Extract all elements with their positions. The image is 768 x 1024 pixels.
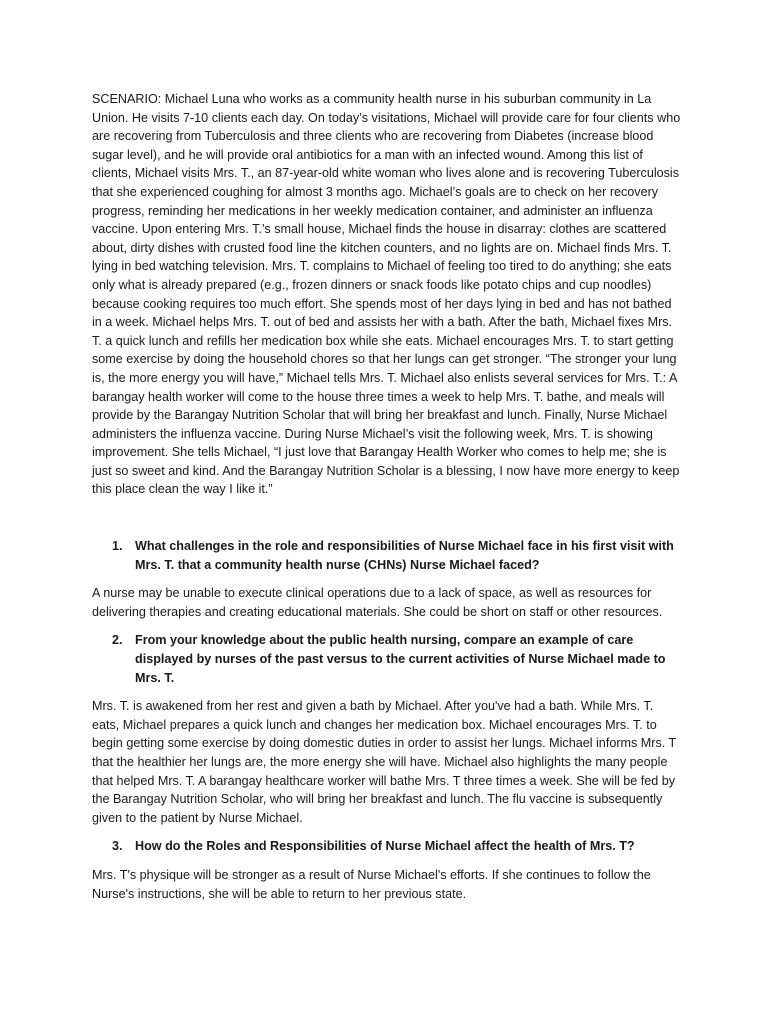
answer-paragraph: Mrs. T. is awakened from her rest and given a bath by Michael. After you've had a bath. While Mrs. T. eats, Michael prepares a quick lunch and changes her medication box. Michael encourages Mrs. T. to begin getting some exercise by doing domestic duties in order to assist her lungs. Michael informs Mrs. T that the healthier her lungs are, the more energy she will have. Michael also highlights the many people that helped Mrs. T. A barangay healthcare worker will bathe Mrs. T three times a week. She will be fed by the Barangay Nutrition Scholar, who will bring her breakfast and lunch. The flu vaccine is subsequently given to the patient by Nurse Michael. [92,699,677,825]
question-2 [92,631,682,687]
question-3 [92,837,682,856]
answer-paragraph: Mrs. T's physique will be stronger as a result of Nurse Michael's efforts. If she continues to follow the Nurse's instructions, she will be able to return to her previous state. [92,867,651,901]
document-body [92,90,682,903]
question-number: 2. [112,633,123,648]
question-answer-list [92,537,682,903]
question-text: How do the Roles and Responsibilities of Nurse Michael affect the health of Mrs. T? [135,839,635,854]
question-1 [92,537,682,574]
scenario-paragraph: SCENARIO: Michael Luna who works as a community health nurse in his suburban community in La Union. He visits 7-10 clients each day. On today’s visitations, Michael will provide care for four clients who are recovering from Tuberculosis and three clients who are recovering from Diabetes (increase blood sugar level), and he will provide oral antibiotics for a man with an infected wound. Among this list of clients, Michael visits Mrs. T., an 87-year-old white woman who lives alone and is recovering Tuberculosis that she experienced coughing for almost 3 months ago. Michael’s goals are to check on her recovery progress, reminding her medications in her weekly medication container, and administer an influenza vaccine. Upon entering Mrs. T.’s small house, Michael finds the house in disarray: clothes are scattered about, dirty dishes with crusted food line the kitchen counters, and no lights are on. Michael finds Mrs. T. lying in bed watching television. Mrs. T. complains to Michael of feeling too tired to do anything; she eats only what is already prepared (e.g., frozen dinners or snack foods like potato chips and cup noodles) because cooking requires too much effort. She spends most of her days lying in bed and has not bathed in a week. Michael helps Mrs. T. out of bed and assists her with a bath. After the bath, Michael fixes Mrs. T. a quick lunch and refills her medication box while she eats. Michael encourages Mrs. T. to start getting some exercise by doing the household chores so that her lungs can get stronger. “The stronger your lung is, the more energy you will have,” Michael tells Mrs. T. Michael also enlists several services for Mrs. T.: A barangay health worker will come to the house three times a week to help Mrs. T. bathe, and meals will provide by the Barangay Nutrition Scholar that will bring her breakfast and lunch. Finally, Nurse Michael administers the influenza vaccine. During Nurse Michael’s visit the following week, Mrs. T. is showing improvement. She tells Michael, “I just love that Barangay Health Worker who comes to help me; she is just so sweet and kind. And the Barangay Nutrition Scholar is a blessing, I now have more energy to keep this place clean the way I like it.” [92,92,681,497]
question-number: 1. [112,539,123,554]
question-number: 3. [112,839,123,854]
answer-paragraph: A nurse may be unable to execute clinical operations due to a lack of space, as well as resources for delivering therapies and creating educational materials. She could be short on staff or other resources. [92,586,663,619]
question-text: What challenges in the role and responsibilities of Nurse Michael face in his first visit with Mrs. T. that a community health nurse (CHNs) Nurse Michael faced? [135,539,674,572]
question-text: From your knowledge about the public health nursing, compare an example of care displayed by nurses of the past versus to the current activities of Nurse Michael made to Mrs. T. [135,633,666,685]
